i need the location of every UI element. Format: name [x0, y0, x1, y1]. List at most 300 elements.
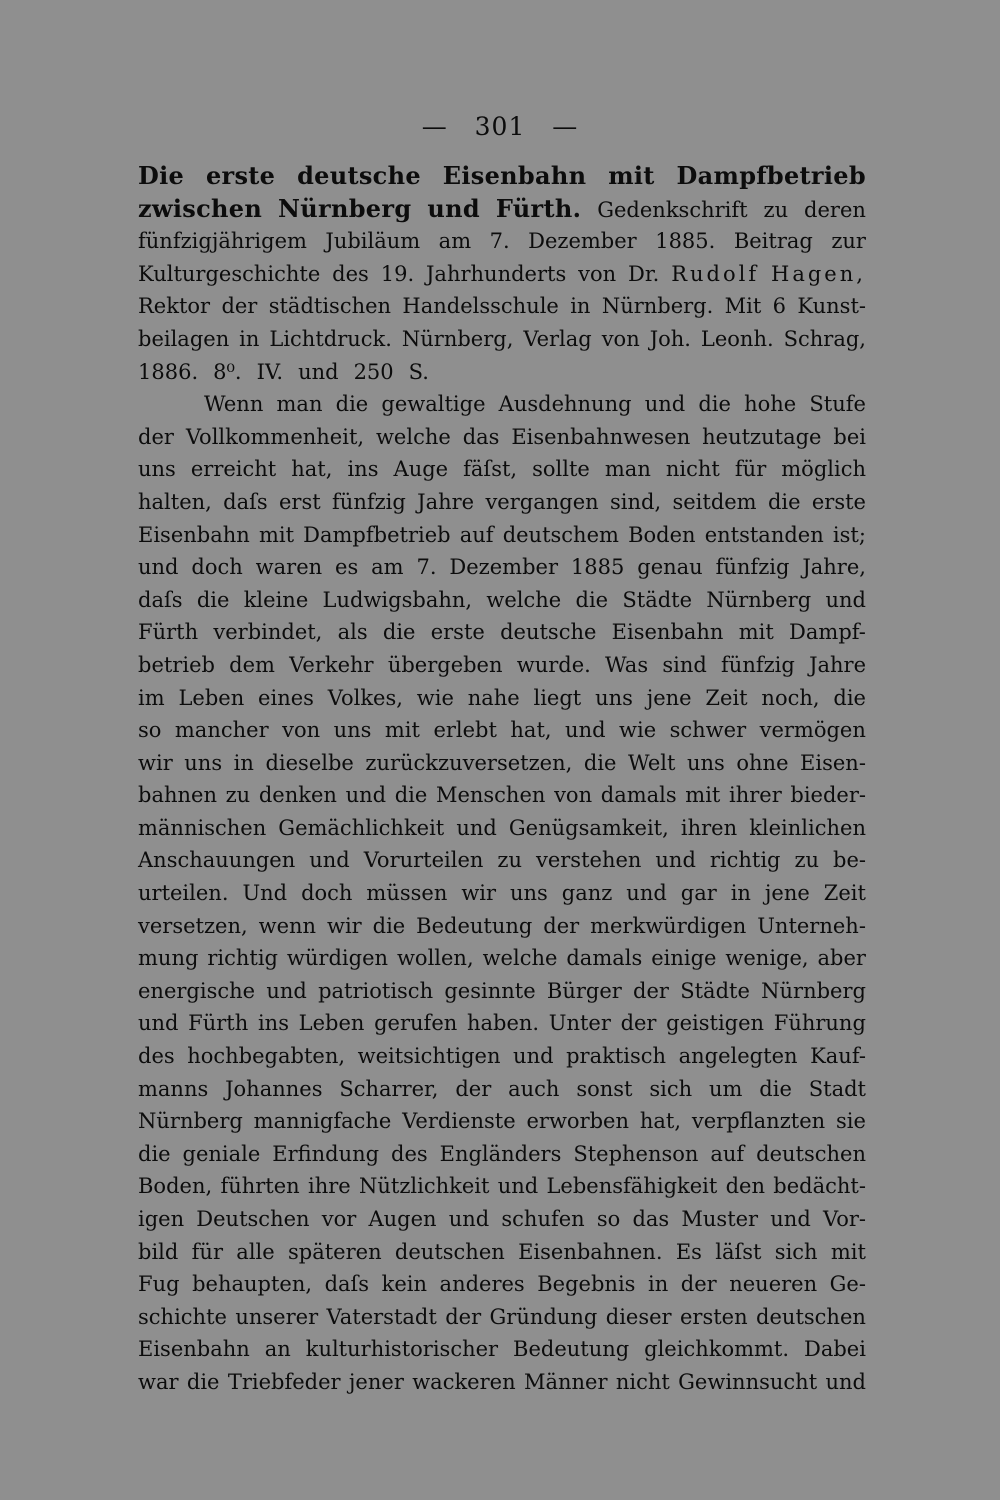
word: und	[138, 555, 179, 580]
word: so	[138, 718, 162, 743]
word: der	[543, 913, 580, 938]
word: und	[825, 587, 866, 612]
word: der	[680, 1272, 717, 1297]
word: verbindet,	[213, 620, 323, 645]
word: Jahre	[417, 489, 475, 514]
word: Nürnberg	[706, 587, 812, 612]
word: Eisenbahn	[138, 1337, 250, 1362]
word: Engländers	[439, 1141, 562, 1166]
word: männischen	[138, 815, 267, 840]
word: wackeren	[412, 1369, 516, 1394]
text-line	[138, 486, 866, 519]
word: 250	[353, 359, 394, 384]
word: dieser	[605, 1304, 672, 1329]
word: sollte	[532, 457, 590, 482]
word: mannigfache	[253, 1109, 392, 1134]
word: Verdienste	[402, 1109, 516, 1134]
word: war	[138, 1369, 179, 1394]
word: Begebnis	[537, 1272, 636, 1297]
word: 8⁰.	[213, 359, 242, 384]
word: zu	[497, 848, 522, 873]
word: mit	[608, 161, 655, 190]
word: igen	[138, 1207, 185, 1231]
word: bahnen	[138, 783, 217, 808]
word: Menschen	[435, 783, 546, 808]
text-line	[138, 747, 866, 780]
word: hat,	[639, 1109, 682, 1134]
word: Jahre	[809, 652, 866, 677]
word: waren	[255, 555, 323, 580]
word: behaupten,	[192, 1272, 313, 1297]
word: richtig	[207, 946, 278, 971]
word: so	[596, 1207, 621, 1231]
word: als	[337, 620, 368, 645]
word: die	[186, 1369, 220, 1394]
word: Gedenkschrift	[597, 197, 748, 222]
text-line	[138, 193, 866, 226]
word: denken	[258, 783, 337, 808]
word: deutschen	[756, 1304, 866, 1329]
word: des	[391, 1141, 428, 1166]
word: aber	[817, 946, 866, 971]
word: 7.	[489, 229, 510, 254]
word: Leben	[178, 685, 245, 710]
word: und	[565, 718, 606, 743]
word: und	[626, 881, 667, 906]
word: praktisch	[566, 1044, 667, 1069]
text-line	[138, 877, 866, 910]
word: geistigen	[666, 1011, 765, 1036]
word: Eisenbahn	[138, 522, 250, 547]
word: Eisenbahnwesen	[511, 424, 691, 449]
word: 6	[772, 294, 787, 319]
word: Vor-	[822, 1207, 866, 1231]
word: Deutschen	[196, 1207, 310, 1231]
word: der	[138, 424, 174, 449]
word: genau	[637, 555, 703, 580]
word: entstanden	[704, 522, 824, 547]
word: be-	[833, 848, 866, 873]
word: am	[438, 229, 472, 254]
word: erste	[430, 620, 485, 645]
word: welche	[486, 587, 562, 612]
word: Führung	[773, 1011, 866, 1036]
word: eines	[258, 685, 314, 710]
word: 1885.	[655, 229, 716, 254]
word: seitdem	[672, 489, 757, 514]
word: Fürth	[138, 620, 199, 645]
word: und	[427, 193, 480, 223]
text-line	[138, 910, 866, 943]
word: zu	[225, 783, 251, 808]
word: neueren	[729, 1272, 818, 1297]
word: Dampfbetrieb	[303, 522, 451, 547]
word: Auge	[393, 457, 449, 482]
word: Dampfbetrieb	[676, 161, 866, 190]
word: anderes	[439, 1272, 525, 1297]
word: der	[445, 1304, 482, 1329]
word: Gründung	[489, 1304, 598, 1329]
word: und	[138, 1011, 179, 1036]
word: Anschauungen	[138, 848, 296, 873]
word: Fug	[138, 1272, 180, 1297]
word: fünfzig	[715, 555, 790, 580]
word: Muster	[681, 1207, 759, 1231]
word: auf	[710, 1141, 745, 1166]
word: die	[382, 620, 416, 645]
word: 7.	[416, 555, 437, 580]
word: wir	[461, 881, 497, 906]
word: kleine	[243, 587, 309, 612]
text-line	[138, 844, 866, 877]
word: wir	[326, 913, 362, 938]
word: zwischen	[138, 193, 263, 223]
word: wie	[416, 685, 454, 710]
word: die	[335, 392, 369, 417]
word: doch	[191, 555, 243, 580]
text-line	[138, 388, 866, 421]
word: Johannes	[225, 1076, 323, 1101]
word: die	[575, 587, 609, 612]
word: und	[456, 815, 497, 840]
word: gerufen	[374, 1011, 458, 1036]
word: bei	[833, 424, 866, 449]
word: erreicht	[190, 457, 277, 482]
word: von	[554, 783, 593, 808]
word: jene	[764, 881, 810, 906]
word: Männer	[523, 1369, 608, 1394]
text-line	[138, 975, 866, 1008]
word: wurde.	[516, 652, 591, 677]
word: bieder-	[790, 783, 866, 808]
word: in	[647, 1272, 669, 1297]
word: das	[462, 424, 500, 449]
word: Kauf-	[810, 1044, 866, 1069]
word: deutsche	[297, 161, 421, 190]
word: Stadt	[808, 1076, 866, 1101]
text-line	[138, 1105, 866, 1138]
word: heutzutage	[702, 424, 822, 449]
word: damals	[566, 946, 643, 971]
word: Unter	[548, 1011, 611, 1036]
word: ganz	[561, 881, 613, 906]
word: betrieb	[138, 652, 215, 677]
word: wollen,	[396, 946, 474, 971]
word: Jubiläum	[325, 229, 421, 254]
word: urteilen.	[138, 881, 229, 906]
text-line	[138, 453, 866, 486]
word: fünfzigjährigem	[138, 229, 307, 254]
text-line	[138, 1366, 866, 1399]
text-line	[138, 258, 866, 291]
word: uns	[595, 685, 633, 710]
word: hohe	[744, 392, 797, 417]
word: mit	[384, 718, 420, 743]
word: in	[233, 750, 254, 775]
word: kein	[381, 1272, 428, 1297]
word: Und	[242, 881, 288, 906]
word: ihrer	[729, 783, 782, 808]
word: Eisenbahn	[611, 620, 724, 645]
text-line	[138, 812, 866, 845]
word: der	[633, 978, 669, 1003]
word: am	[371, 555, 404, 580]
word: jene	[646, 685, 692, 710]
word: Vorurteilen	[363, 848, 484, 873]
word: sonst	[576, 1076, 633, 1101]
word: den	[725, 1174, 766, 1199]
text-line	[138, 290, 866, 323]
text-line	[138, 1040, 866, 1073]
word: Gemächlichkeit	[278, 815, 445, 840]
text-line	[138, 1170, 866, 1203]
word: Kunst-	[797, 294, 866, 319]
word: noch,	[761, 685, 820, 710]
word: und	[266, 978, 307, 1003]
word: müssen	[366, 881, 448, 906]
word: ins	[257, 1011, 289, 1036]
word: Dezember	[449, 555, 559, 580]
word: uns	[333, 718, 372, 743]
word: es	[335, 555, 359, 580]
word: Verkehr	[289, 652, 374, 677]
word: der	[620, 1011, 657, 1036]
word: dieselbe	[265, 750, 354, 775]
word: Lebensfähigkeit	[546, 1174, 718, 1199]
word: ins	[347, 457, 379, 482]
word: Vaterstadt	[326, 1304, 437, 1329]
word: Zeit	[823, 881, 866, 906]
text-line	[138, 1268, 866, 1301]
word: Vollkommenheit,	[185, 424, 365, 449]
word: Handelsschule	[402, 294, 559, 319]
word: uns	[184, 750, 223, 775]
word: IV.	[256, 359, 284, 384]
word: nahe	[467, 685, 520, 710]
word: geniale	[182, 1141, 261, 1166]
word: daſs	[324, 1272, 370, 1297]
text-line	[138, 1138, 866, 1171]
word: wenn	[258, 913, 317, 938]
word: Nürnberg	[761, 978, 866, 1003]
page-number: — 301 —	[421, 112, 579, 141]
word: würdigen	[286, 946, 389, 971]
word: Nürnberg	[138, 1109, 243, 1134]
word: und	[497, 1174, 539, 1199]
word: wie	[619, 718, 657, 743]
word: und	[298, 359, 339, 384]
word: Wenn	[204, 392, 264, 417]
word: übergeben	[387, 652, 503, 677]
word: Nürnberg,	[401, 326, 514, 351]
word: sich	[649, 1076, 693, 1101]
word: die	[767, 489, 801, 514]
word: jener	[348, 1369, 404, 1394]
word: Dezember	[528, 229, 637, 254]
word: Jahrhunderts	[426, 261, 567, 286]
text-line	[138, 421, 866, 454]
word: wir	[138, 750, 173, 775]
word: nicht	[665, 457, 720, 482]
text-line	[138, 616, 866, 649]
word: Eisenbahn	[442, 161, 587, 190]
word: sie	[836, 1109, 866, 1134]
word: in	[570, 294, 591, 319]
word: gesinnte	[444, 978, 536, 1003]
word: Ge-	[829, 1272, 866, 1297]
word: auf	[459, 522, 494, 547]
word: von	[601, 326, 640, 351]
word: Erfindung	[272, 1141, 380, 1166]
word: mit	[738, 620, 774, 645]
word: die	[372, 913, 406, 938]
text-line	[138, 584, 866, 617]
word: schufen	[501, 1207, 585, 1231]
word: Nützlichkeit	[358, 1174, 490, 1199]
text-line	[138, 649, 866, 682]
word: mit	[685, 783, 721, 808]
word: uns	[138, 457, 176, 482]
word: von	[282, 718, 321, 743]
word: gewaltige	[381, 392, 486, 417]
word: hat,	[291, 457, 333, 482]
word: Scharrer,	[339, 1076, 439, 1101]
word: die	[196, 587, 230, 612]
word: Zeit	[705, 685, 748, 710]
text-line	[138, 519, 866, 552]
word: verstehen	[535, 848, 642, 873]
text-line	[138, 682, 866, 715]
word: ist;	[832, 522, 866, 547]
word: Dabei	[803, 1337, 866, 1362]
word: das	[632, 1207, 670, 1231]
word: Leben	[298, 1011, 365, 1036]
word: Rektor	[138, 294, 211, 319]
word: dem	[229, 652, 275, 677]
word: man	[276, 392, 323, 417]
word: Joh.	[649, 326, 691, 351]
word: ersten	[680, 1304, 748, 1329]
text-line	[138, 323, 866, 356]
word: Welt	[627, 750, 676, 775]
word: ihre	[307, 1174, 351, 1199]
word: späteren	[288, 1239, 382, 1264]
word: Gewinnsucht	[678, 1369, 818, 1394]
word: Eisen-	[800, 750, 866, 775]
word: richtig	[709, 848, 781, 873]
word: sich	[774, 1239, 818, 1264]
text-line	[138, 714, 866, 747]
word: bild	[138, 1239, 179, 1264]
word: uns	[687, 750, 725, 775]
word: halten,	[138, 489, 212, 514]
word: auch	[508, 1076, 560, 1101]
word: und	[825, 1369, 866, 1394]
word: energische	[138, 978, 256, 1003]
word: und	[644, 392, 686, 417]
word: erste	[205, 161, 276, 190]
word: Leonh.	[700, 326, 774, 351]
word: der	[455, 1076, 492, 1101]
word: zurückzuversetzen,	[365, 750, 573, 775]
word: Stufe	[809, 392, 866, 417]
word: liegt	[533, 685, 582, 710]
word: 1886.	[138, 359, 199, 384]
word: Dr.	[628, 261, 660, 286]
word: einige	[651, 946, 717, 971]
word: Dampf-	[789, 620, 866, 645]
text-line	[138, 225, 866, 258]
word: Hagen,	[771, 261, 866, 286]
word: Eisenbahnen.	[518, 1239, 663, 1264]
word: merkwürdigen	[590, 913, 747, 938]
word: Boden,	[138, 1174, 213, 1199]
word: in	[730, 881, 751, 906]
word: vergangen	[485, 489, 599, 514]
text-line	[138, 1333, 866, 1366]
word: Städte	[622, 587, 693, 612]
text-line	[138, 1007, 866, 1040]
word: für	[191, 1239, 223, 1264]
word: fäſst,	[463, 457, 518, 482]
word: bedächt-	[773, 1174, 866, 1199]
word: gar	[680, 881, 717, 906]
word: doch	[301, 881, 353, 906]
word: deutschem	[502, 522, 619, 547]
word: die	[394, 783, 428, 808]
text-line	[138, 160, 866, 193]
word: 1885	[570, 555, 625, 580]
word: angelegten	[678, 1044, 798, 1069]
word: und	[655, 848, 696, 873]
word: an	[264, 1337, 291, 1362]
word: Fürth.	[495, 193, 582, 223]
word: zu	[794, 848, 820, 873]
word: schichte	[138, 1304, 227, 1329]
text-line	[138, 356, 866, 389]
word: in	[239, 326, 260, 351]
text-line	[138, 1301, 866, 1334]
word: Mit	[724, 294, 762, 319]
word: erworben	[526, 1109, 630, 1134]
text-line	[138, 551, 866, 584]
word: führten	[220, 1174, 300, 1199]
word: städtischen	[268, 294, 392, 319]
word: erlebt	[433, 718, 497, 743]
word: uns	[510, 881, 548, 906]
word: die	[583, 750, 617, 775]
word: mung	[138, 946, 199, 971]
word: und	[770, 1207, 811, 1231]
word: Rudolf	[671, 261, 760, 286]
word: Fürth	[188, 1011, 249, 1036]
word: wenige,	[725, 946, 809, 971]
word: 19.	[380, 261, 415, 286]
word: Bürger	[546, 978, 622, 1003]
word: kulturhistorischer	[305, 1337, 499, 1362]
word: S.	[408, 359, 429, 384]
word: welche	[482, 946, 558, 971]
word: kleinlichen	[749, 815, 866, 840]
word: fünfzig	[721, 652, 795, 677]
word: die	[833, 685, 866, 710]
word: Ausdehnung	[498, 392, 632, 417]
word: Städte	[680, 978, 750, 1003]
word: alle	[236, 1239, 275, 1264]
text-line	[138, 1073, 866, 1106]
word: Lichtdruck.	[269, 326, 392, 351]
word: und	[309, 848, 350, 873]
